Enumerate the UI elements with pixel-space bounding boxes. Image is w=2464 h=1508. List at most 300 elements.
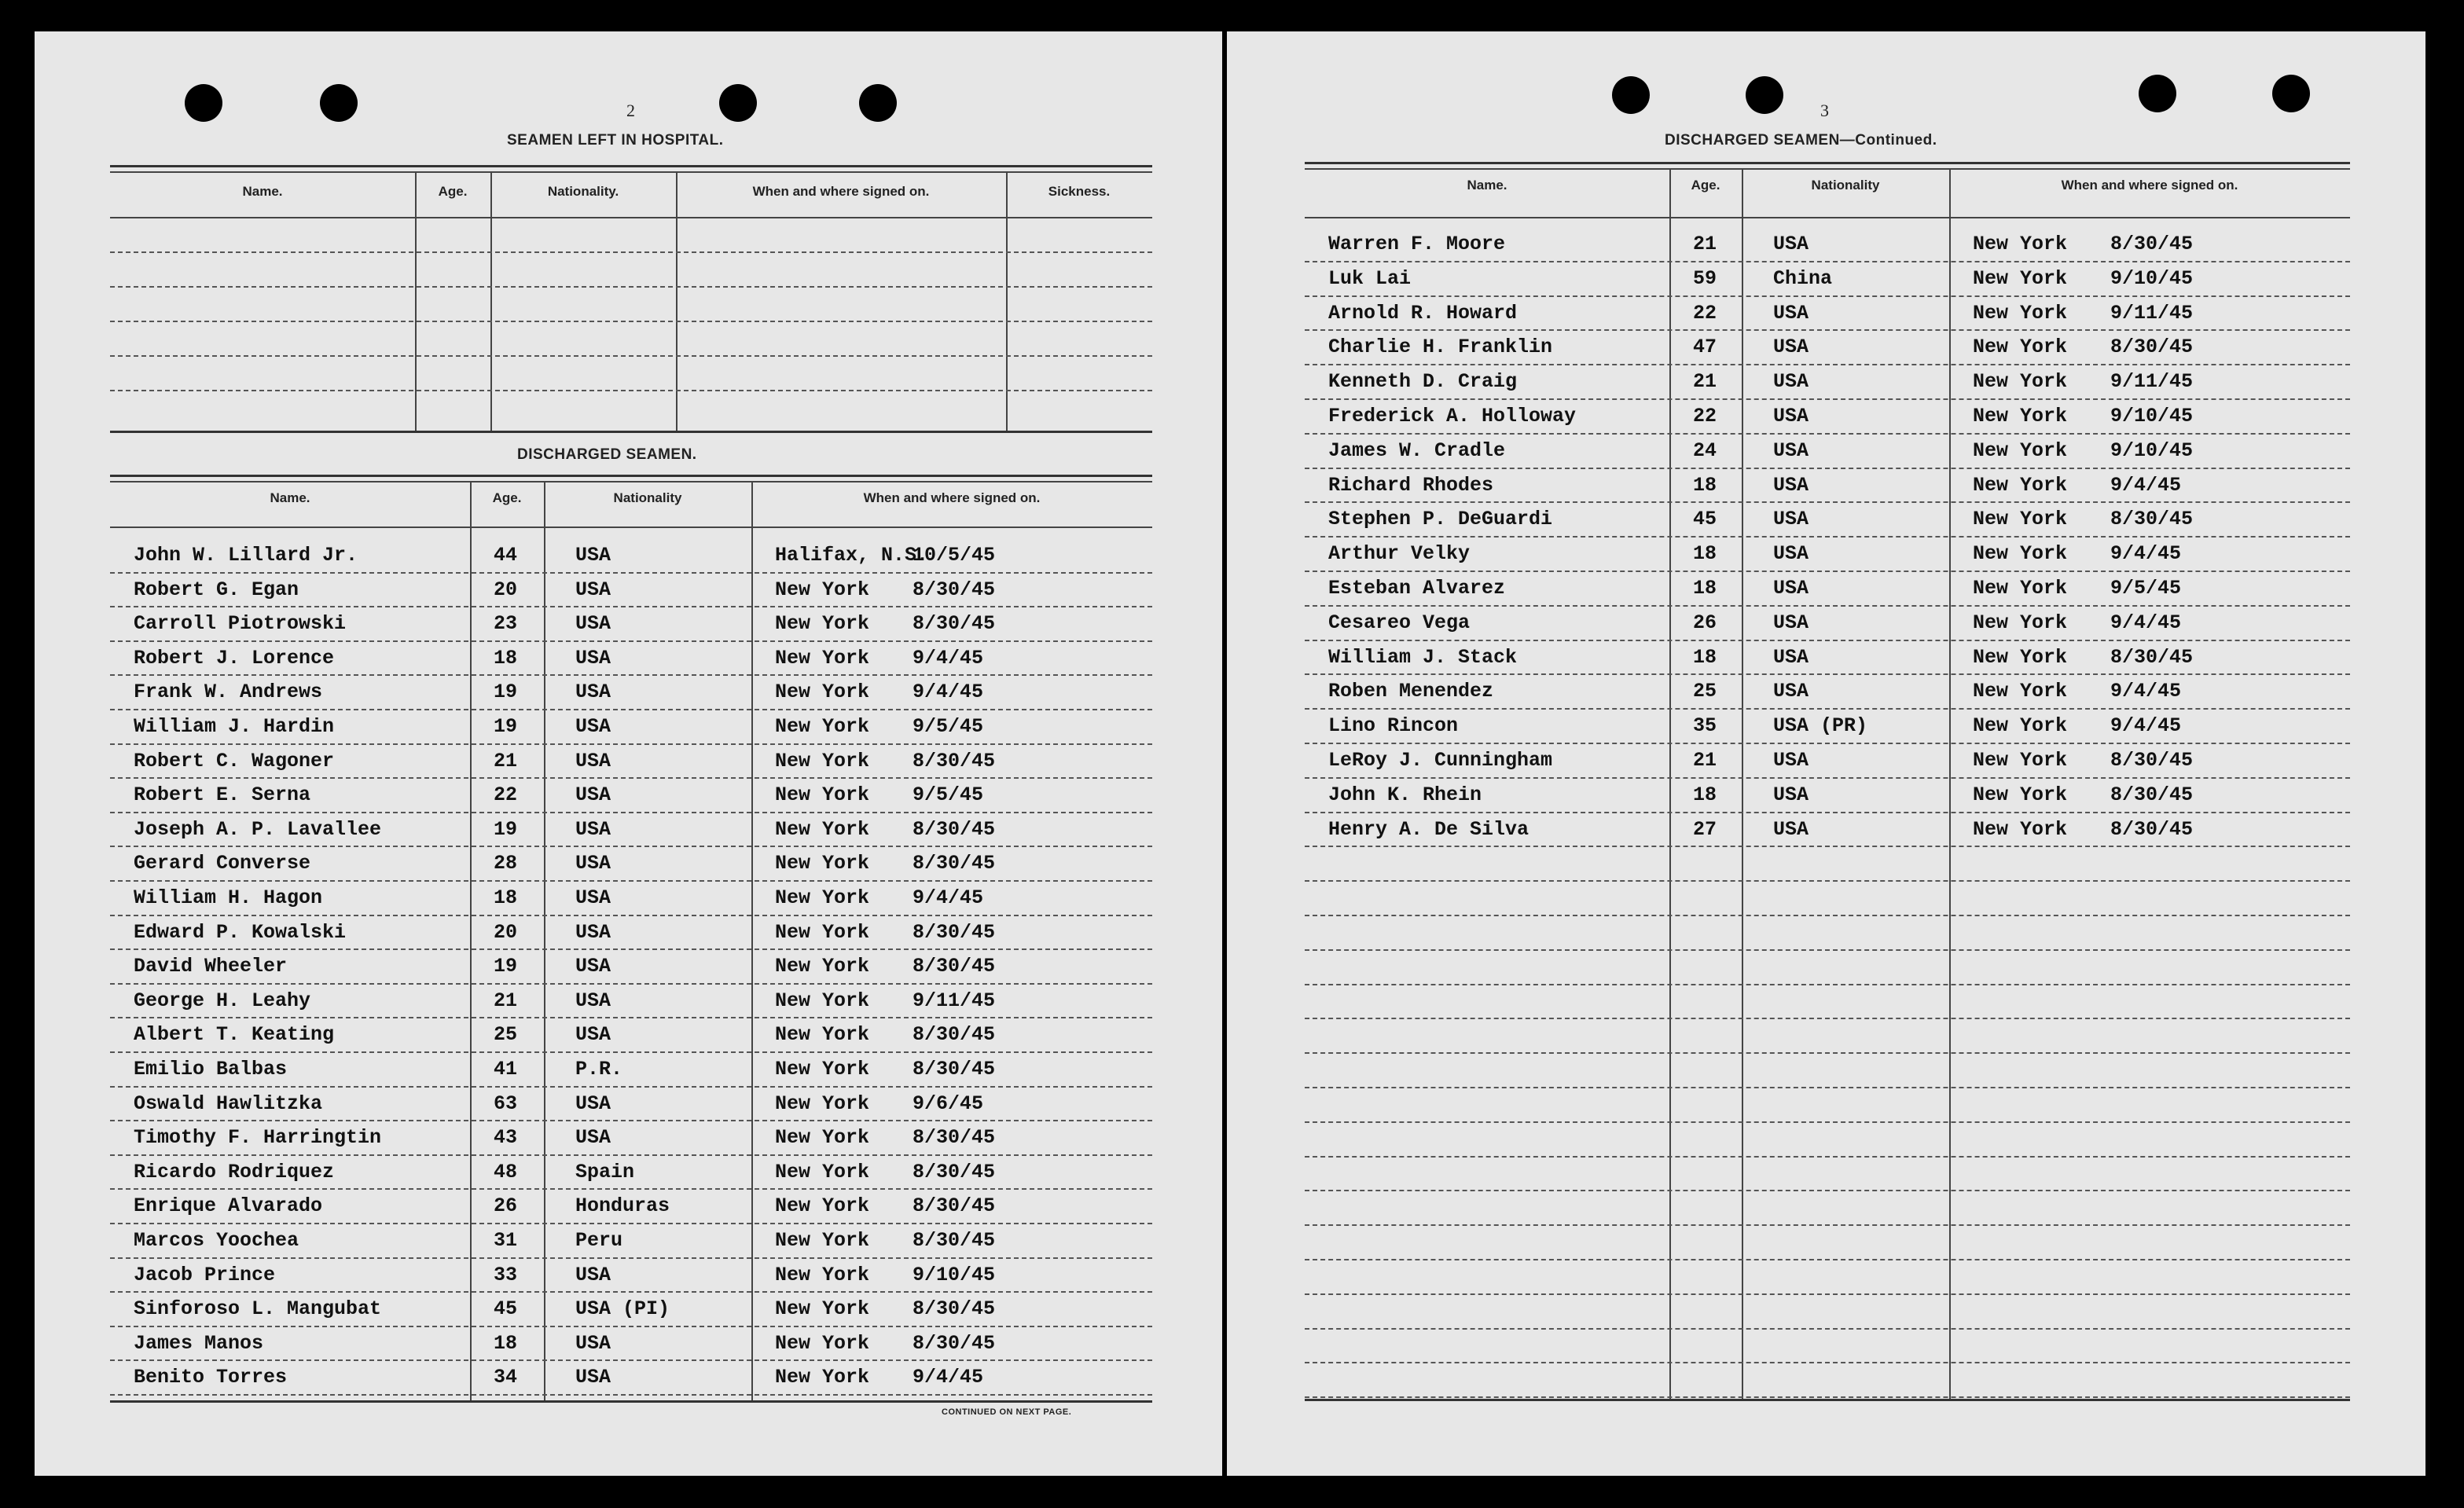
seaman-age: 48 [494,1160,518,1183]
signed-on-place: New York [775,989,870,1012]
signed-on-place: New York [775,646,870,670]
column-header: Name. [242,184,283,199]
row-line [1305,1052,2350,1054]
row-line [1305,915,2350,916]
row-line [1305,673,2350,675]
row-line [1305,1121,2350,1123]
seaman-age: 26 [1693,611,1717,634]
column-header: Age. [492,490,522,505]
seaman-age: 25 [1693,680,1717,703]
row-line [110,640,1152,642]
seaman-name: Joseph A. P. Lavallee [134,817,382,841]
column-divider [676,173,678,431]
signed-on-date: 9/4/45 [2110,611,2182,634]
header-rule [110,527,1152,528]
seaman-nationality: USA [1773,817,1809,841]
signed-on-place: New York [775,681,870,704]
signed-on-place: New York [775,1194,870,1218]
seaman-age: 18 [494,646,518,670]
seaman-age: 25 [494,1023,518,1047]
row-line [1305,1396,2350,1398]
seaman-age: 18 [494,886,518,909]
signed-on-date: 8/30/45 [2110,817,2194,841]
seaman-nationality: USA [575,783,611,807]
signed-on-date: 9/4/45 [2110,714,2182,738]
seaman-nationality: USA [1773,370,1809,394]
row-line [110,709,1152,710]
page-number: 3 [1820,101,1829,120]
table-rule [110,481,1152,482]
signed-on-date: 8/30/45 [913,1126,996,1150]
seaman-age: 34 [494,1366,518,1389]
seaman-age: 45 [1693,508,1717,531]
seaman-nationality: USA [1773,233,1809,255]
seaman-name: Oswald Hawlitzka [134,1092,323,1115]
seaman-nationality: USA [575,1331,611,1355]
seaman-age: 27 [1693,817,1717,841]
row-line [1305,777,2350,779]
signed-on-date: 8/30/45 [913,817,996,841]
row-line [110,286,1152,288]
seaman-nationality: USA [575,715,611,738]
signed-on-place: New York [775,749,870,772]
row-line [110,572,1152,574]
signed-on-date: 8/30/45 [913,1023,996,1047]
seaman-nationality: P.R. [575,1058,623,1081]
row-line [1305,743,2350,744]
row-line [1305,433,2350,435]
seaman-age: 21 [1693,749,1717,772]
row-line [1305,261,2350,262]
row-line [1305,1087,2350,1088]
seaman-nationality: USA [575,1126,611,1150]
row-line [1305,1328,2350,1330]
signed-on-date: 8/30/45 [2110,336,2194,359]
row-line [110,1086,1152,1088]
seaman-name: David Wheeler [134,955,288,978]
row-line [110,743,1152,745]
seaman-age: 44 [494,544,518,567]
seaman-nationality: USA [1773,783,1809,806]
row-line [110,1359,1152,1361]
seaman-nationality: USA [575,1023,611,1047]
seaman-nationality: USA [575,612,611,636]
signed-on-date: 9/4/45 [2110,680,2182,703]
seaman-age: 18 [1693,783,1717,806]
seaman-age: 22 [1693,301,1717,325]
seaman-age: 21 [1693,233,1717,255]
seaman-age: 28 [494,852,518,875]
signed-on-place: New York [775,852,870,875]
seaman-nationality: USA [575,955,611,978]
row-line [110,812,1152,813]
signed-on-date: 9/10/45 [2110,405,2194,427]
row-line [1305,1224,2350,1226]
signed-on-place: New York [1973,336,2068,359]
row-line [1305,571,2350,572]
row-line [110,606,1152,607]
page-number: 2 [626,101,635,120]
seaman-nationality: USA [1773,645,1809,669]
signed-on-place: New York [775,1263,870,1286]
row-line [1305,708,2350,710]
row-line [110,355,1152,357]
signed-on-date: 8/30/45 [913,1331,996,1355]
seaman-nationality: Honduras [575,1194,670,1218]
row-line [110,390,1152,391]
signed-on-date: 8/30/45 [2110,508,2194,531]
table-rule [110,1400,1152,1403]
seaman-age: 26 [494,1194,518,1218]
seaman-name: Jacob Prince [134,1263,276,1286]
seaman-name: Warren F. Moore [1328,233,1506,255]
row-line [1305,1190,2350,1191]
column-header: Nationality [613,490,682,505]
signed-on-place: New York [1973,542,2068,566]
table-rule [1305,1399,2350,1401]
signed-on-date: 9/4/45 [913,681,984,704]
seaman-nationality: USA [1773,301,1809,325]
column-header: When and where signed on. [752,184,930,199]
seaman-name: Edward P. Kowalski [134,920,347,944]
signed-on-place: New York [1973,301,2068,325]
header-rule [110,217,1152,218]
signed-on-date: 8/30/45 [913,1160,996,1183]
signed-on-date: 9/4/45 [913,886,984,909]
seaman-name: Stephen P. DeGuardi [1328,508,1553,531]
seaman-name: Richard Rhodes [1328,473,1494,497]
seaman-nationality: USA [575,1263,611,1286]
signed-on-place: New York [1973,370,2068,394]
signed-on-place: New York [775,1297,870,1321]
row-line [1305,984,2350,985]
seaman-nationality: Spain [575,1160,635,1183]
row-line [110,1051,1152,1053]
signed-on-date: 8/30/45 [913,612,996,636]
column-divider [1006,173,1008,431]
row-line [110,251,1152,253]
column-divider [1949,170,1951,1399]
signed-on-place: New York [775,1229,870,1252]
signed-on-place: New York [1973,749,2068,772]
signed-on-place: New York [775,1331,870,1355]
row-line [110,321,1152,322]
row-line [110,880,1152,882]
seaman-name: William J. Stack [1328,645,1518,669]
seaman-age: 18 [1693,542,1717,566]
seaman-nationality: USA [1773,336,1809,359]
seaman-age: 23 [494,612,518,636]
row-line [110,1017,1152,1018]
seaman-name: Albert T. Keating [134,1023,335,1047]
row-line [1305,501,2350,503]
seaman-nationality: USA [575,544,611,567]
row-line [1305,1156,2350,1158]
seaman-age: 18 [1693,473,1717,497]
seaman-age: 21 [494,989,518,1012]
column-header: Sickness. [1048,184,1111,199]
seaman-nationality: USA [1773,680,1809,703]
row-line [110,674,1152,676]
seaman-nationality: USA [575,989,611,1012]
row-line [110,1120,1152,1121]
seaman-name: Roben Menendez [1328,680,1494,703]
seaman-age: 18 [1693,645,1717,669]
signed-on-date: 9/10/45 [2110,438,2194,462]
seaman-age: 19 [494,955,518,978]
table-rule [1305,168,2350,170]
signed-on-date: 9/10/45 [2110,266,2194,290]
punch-hole [1746,76,1783,114]
column-header: When and where signed on. [863,490,1041,505]
punch-hole [1612,76,1650,114]
row-line [110,1326,1152,1327]
signed-on-place: New York [775,1058,870,1081]
seaman-name: Gerard Converse [134,852,311,875]
signed-on-date: 8/30/45 [913,920,996,944]
column-header: Age. [1691,178,1720,193]
seaman-name: Cesareo Vega [1328,611,1471,634]
seaman-nationality: USA [1773,749,1809,772]
table-rule [110,165,1152,167]
seaman-age: 20 [494,920,518,944]
column-header: Name. [270,490,310,505]
seaman-age: 22 [1693,405,1717,427]
seaman-nationality: USA [575,681,611,704]
seaman-nationality: USA [575,920,611,944]
column-header: Nationality. [547,184,619,199]
row-line [110,1188,1152,1190]
row-line [1305,812,2350,813]
signed-on-place: New York [775,817,870,841]
seaman-name: Luk Lai [1328,266,1412,290]
page-divider [1222,31,1227,1476]
seaman-age: 59 [1693,266,1717,290]
signed-on-date: 8/30/45 [913,1058,996,1081]
seaman-nationality: USA [575,578,611,601]
row-line [1305,605,2350,607]
signed-on-place: New York [1973,680,2068,703]
signed-on-place: New York [1973,817,2068,841]
signed-on-date: 8/30/45 [913,1297,996,1321]
seaman-nationality: USA [1773,542,1809,566]
column-divider [490,173,492,431]
seaman-name: Frederick A. Holloway [1328,405,1577,427]
row-line [1305,1362,2350,1363]
seaman-age: 33 [494,1263,518,1286]
signed-on-date: 8/30/45 [913,1194,996,1218]
seaman-nationality: China [1773,266,1833,290]
signed-on-date: 8/30/45 [913,749,996,772]
signed-on-place: New York [1973,233,2068,255]
table-rule [110,171,1152,173]
table-rule [110,475,1152,477]
seaman-name: Kenneth D. Craig [1328,370,1518,394]
seaman-name: William J. Hardin [134,715,335,738]
seaman-name: Robert J. Lorence [134,646,335,670]
signed-on-date: 9/5/45 [2110,577,2182,600]
signed-on-date: 9/5/45 [913,783,984,807]
seaman-nationality: USA [1773,508,1809,531]
signed-on-place: New York [1973,473,2068,497]
signed-on-date: 9/11/45 [2110,370,2194,394]
seaman-age: 43 [494,1126,518,1150]
signed-on-date: 9/11/45 [913,989,996,1012]
seaman-name: Benito Torres [134,1366,288,1389]
row-line [1305,1018,2350,1019]
row-line [1305,1293,2350,1295]
table-rule [1305,162,2350,164]
seaman-name: Ricardo Rodriquez [134,1160,335,1183]
seaman-name: Arthur Velky [1328,542,1471,566]
row-line [110,948,1152,950]
column-divider [415,173,417,431]
seaman-name: John K. Rhein [1328,783,1482,806]
signed-on-place: New York [1973,645,2068,669]
row-line [1305,295,2350,297]
punch-hole [719,84,757,122]
row-line [1305,949,2350,951]
signed-on-date: 9/4/45 [913,1366,984,1389]
signed-on-date: 8/30/45 [913,1229,996,1252]
seaman-nationality: USA [575,817,611,841]
row-line [110,1154,1152,1156]
seaman-name: Robert G. Egan [134,578,299,601]
seaman-age: 19 [494,681,518,704]
row-line [110,915,1152,916]
signed-on-date: 9/5/45 [913,715,984,738]
signed-on-place: New York [775,1023,870,1047]
seaman-name: Arnold R. Howard [1328,301,1518,325]
signed-on-date: 9/11/45 [2110,301,2194,325]
seaman-age: 24 [1693,438,1717,462]
seaman-name: Enrique Alvarado [134,1194,323,1218]
seaman-name: Henry A. De Silva [1328,817,1529,841]
signed-on-date: 9/4/45 [2110,542,2182,566]
seaman-age: 19 [494,817,518,841]
seaman-name: John W. Lillard Jr. [134,544,358,567]
seaman-age: 22 [494,783,518,807]
row-line [110,1223,1152,1224]
row-line [1305,640,2350,641]
seaman-nationality: USA [575,1092,611,1115]
seaman-name: Timothy F. Harringtin [134,1126,382,1150]
seaman-name: Charlie H. Franklin [1328,336,1553,359]
punch-hole [320,84,358,122]
signed-on-place: New York [775,920,870,944]
seaman-nationality: USA (PI) [575,1297,670,1321]
signed-on-date: 8/30/45 [913,852,996,875]
seaman-name: William H. Hagon [134,886,323,909]
signed-on-date: 10/5/45 [913,544,996,567]
column-divider [1742,170,1743,1399]
row-line [1305,846,2350,847]
punch-hole [185,84,222,122]
punch-hole [2139,75,2176,112]
seaman-name: Robert E. Serna [134,783,311,807]
seaman-name: Emilio Balbas [134,1058,288,1081]
seaman-name: Frank W. Andrews [134,681,323,704]
seaman-age: 18 [1693,577,1717,600]
seaman-nationality: USA [1773,438,1809,462]
signed-on-place: New York [775,955,870,978]
header-rule [1305,217,2350,218]
seaman-age: 20 [494,578,518,601]
seaman-nationality: USA [575,1366,611,1389]
row-line [1305,329,2350,331]
seaman-nationality: USA [1773,577,1809,600]
signed-on-date: 9/4/45 [2110,473,2182,497]
column-divider [544,482,545,1400]
seaman-age: 41 [494,1058,518,1081]
column-header: Age. [438,184,468,199]
signed-on-place: New York [775,1160,870,1183]
row-line [1305,468,2350,469]
seaman-name: Carroll Piotrowski [134,612,347,636]
seaman-name: Robert C. Wagoner [134,749,335,772]
seaman-name: LeRoy J. Cunningham [1328,749,1553,772]
discharged-title: DISCHARGED SEAMEN. [517,446,697,463]
signed-on-place: New York [1973,714,2068,738]
seaman-age: 21 [1693,370,1717,394]
column-header: Name. [1467,178,1507,193]
punch-hole [2272,75,2310,112]
signed-on-place: New York [775,1092,870,1115]
seaman-age: 47 [1693,336,1717,359]
seaman-age: 63 [494,1092,518,1115]
seaman-age: 18 [494,1331,518,1355]
signed-on-place: New York [775,886,870,909]
seaman-name: Esteban Alvarez [1328,577,1506,600]
row-line [110,1291,1152,1293]
signed-on-date: 9/10/45 [913,1263,996,1286]
signed-on-place: New York [1973,611,2068,634]
signed-on-place: New York [775,578,870,601]
row-line [110,1394,1152,1396]
seaman-name: Marcos Yoochea [134,1229,299,1252]
table-rule [110,431,1152,433]
column-header: When and where signed on. [2061,178,2238,193]
seaman-nationality: USA [575,646,611,670]
signed-on-place: New York [775,1126,870,1150]
seaman-nationality: Peru [575,1229,623,1252]
seaman-nationality: USA [575,852,611,875]
signed-on-date: 8/30/45 [913,955,996,978]
seaman-age: 21 [494,749,518,772]
signed-on-date: 8/30/45 [2110,783,2194,806]
signed-on-place: New York [1973,438,2068,462]
seaman-name: Sinforoso L. Mangubat [134,1297,382,1321]
seaman-age: 45 [494,1297,518,1321]
column-divider [751,482,753,1400]
seaman-age: 31 [494,1229,518,1252]
signed-on-place: New York [775,783,870,807]
seaman-name: Lino Rincon [1328,714,1459,738]
signed-on-place: Halifax, N.S. [775,544,929,567]
signed-on-date: 8/30/45 [913,578,996,601]
seaman-age: 35 [1693,714,1717,738]
seaman-nationality: USA [575,749,611,772]
signed-on-place: New York [1973,783,2068,806]
punch-hole [859,84,897,122]
row-line [1305,1259,2350,1260]
signed-on-date: 9/4/45 [913,646,984,670]
signed-on-place: New York [1973,405,2068,427]
row-line [1305,880,2350,882]
row-line [1305,364,2350,365]
continued-note: CONTINUED ON NEXT PAGE. [942,1407,1072,1417]
column-divider [470,482,472,1400]
